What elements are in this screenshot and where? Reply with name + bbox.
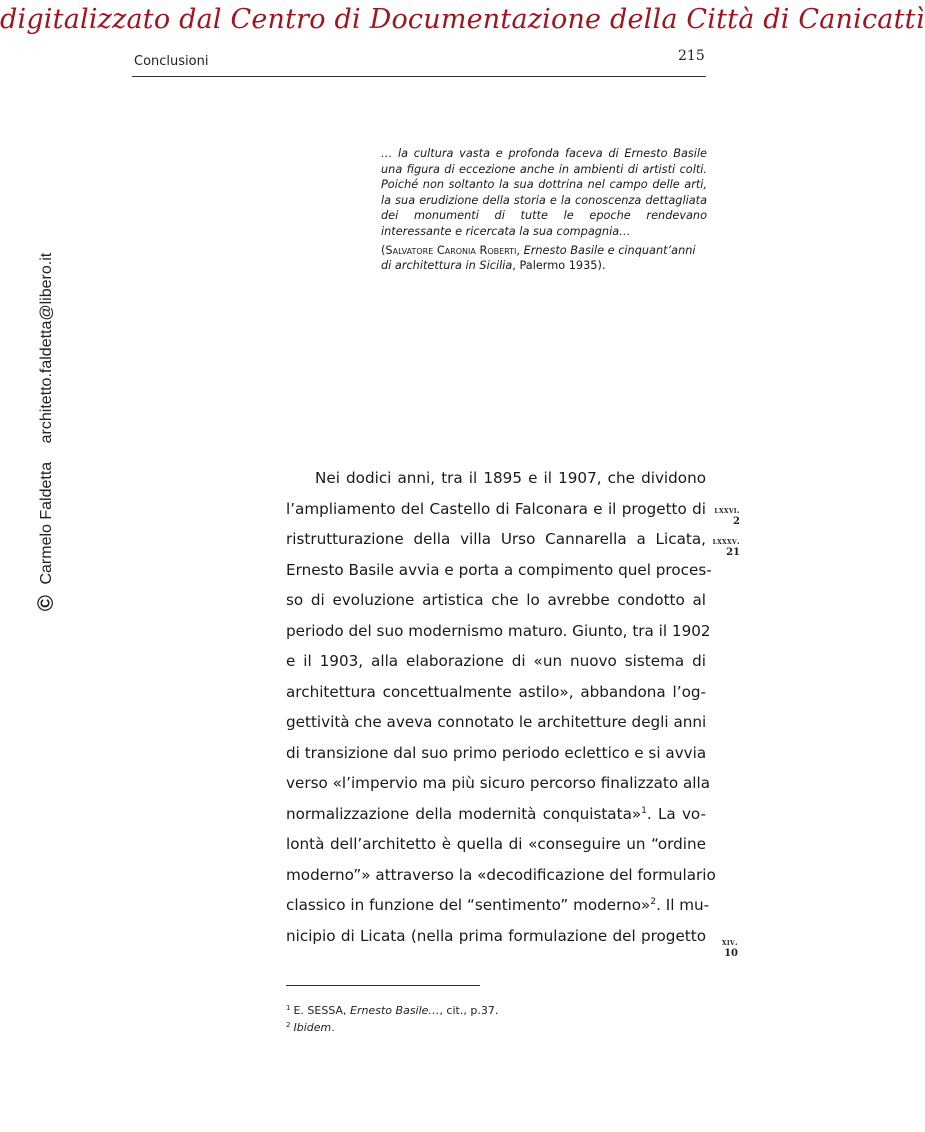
epigraph-source-author: Salvatore Caronia Roberti [385,243,517,257]
margin-reference: lxxxv. 21 [712,536,740,558]
footnote: $^2$ Ibidem. [286,1021,335,1034]
body-line: normalizzazione della modernità conquistata»$^1$. La vo- [286,804,706,823]
footnote: $^1$ E. SESSA, Ernesto Basile…, cit., p.37. [286,1004,499,1017]
digitization-watermark: digitalizzato dal Centro di Documentazione della Città di Canicattì [0,4,925,35]
page-number: 215 [678,48,705,64]
body-line: gettività che aveva connotato le architetture degli anni [286,713,707,731]
body-line: Nei dodici anni, tra il 1895 e il 1907, che dividono [315,469,706,487]
credit-author: Carmelo Faldetta [38,461,55,585]
footnote-rule [286,985,480,986]
footnote-ref[interactable]: 1 [641,805,647,816]
margin-reference: xiv. 10 [721,937,738,959]
side-credit [33,252,58,612]
body-line: classico in funzione del “sentimento” moderno»$^2$. Il mu- [286,896,710,914]
copyright-icon: © [33,594,58,612]
footnote-ref[interactable]: 2 [650,897,657,907]
footnotes [286,1002,498,1036]
body-line: moderno”» attraverso la «decodificazione del formulario [286,865,716,884]
body-line: ristrutturazione della villa Urso Cannarella a Licata, [286,530,706,548]
epigraph [381,146,707,274]
body-line: architettura concettualmente astilo», abbandona l’og- [286,682,706,701]
credit-email: architetto.faldetta@libero.it [38,252,55,444]
running-head: Conclusioni [134,54,209,69]
body-line: verso «l’impervio ma più sicuro percorso finalizzato alla [286,774,711,792]
body-paragraph [286,463,716,951]
body-line: e il 1903, alla elaborazione di «un nuovo sistema di [286,652,706,670]
margin-reference: lxxvi. 2 [714,505,740,527]
body-line: so di evoluzione artistica che lo avrebbe condotto al [286,591,706,609]
body-line: periodo del suo modernismo maturo. Giunto, tra il 1902 [286,621,711,640]
epigraph-source-title: Ernesto Basile e cinquant’anni di architettura in Sicilia [381,243,696,273]
body-line: di transizione dal suo primo periodo eclettico e si avvia [286,743,707,762]
header-rule [132,76,706,77]
body-line: Ernesto Basile avvia e porta a compimento quel proces- [286,560,712,579]
epigraph-source: (Salvatore Caronia Roberti, Ernesto Basile e cinquant’anni di architettura in Sicilia, Palermo 1935). [381,243,696,273]
epigraph-quote: … la cultura vasta e profonda faceva di Ernesto Basile una figura di eccezione anche in ambienti di artisti colti. Poiché non soltanto la sua dottrina nel campo delle arti, la sua erudizione della storia e la conoscenza dettagliata dei monumenti di tutte le epoche rendevano interessante e ricercata la sua compagnia… [381,147,707,238]
body-line: l’ampliamento del Castello di Falconara e il progetto di [286,499,706,518]
body-line: lontà dell’architetto è quella di «conseguire un “ordine [286,835,706,853]
body-line: nicipio di Licata (nella prima formulazione del progetto [286,926,706,945]
side-credit-text [33,253,59,611]
